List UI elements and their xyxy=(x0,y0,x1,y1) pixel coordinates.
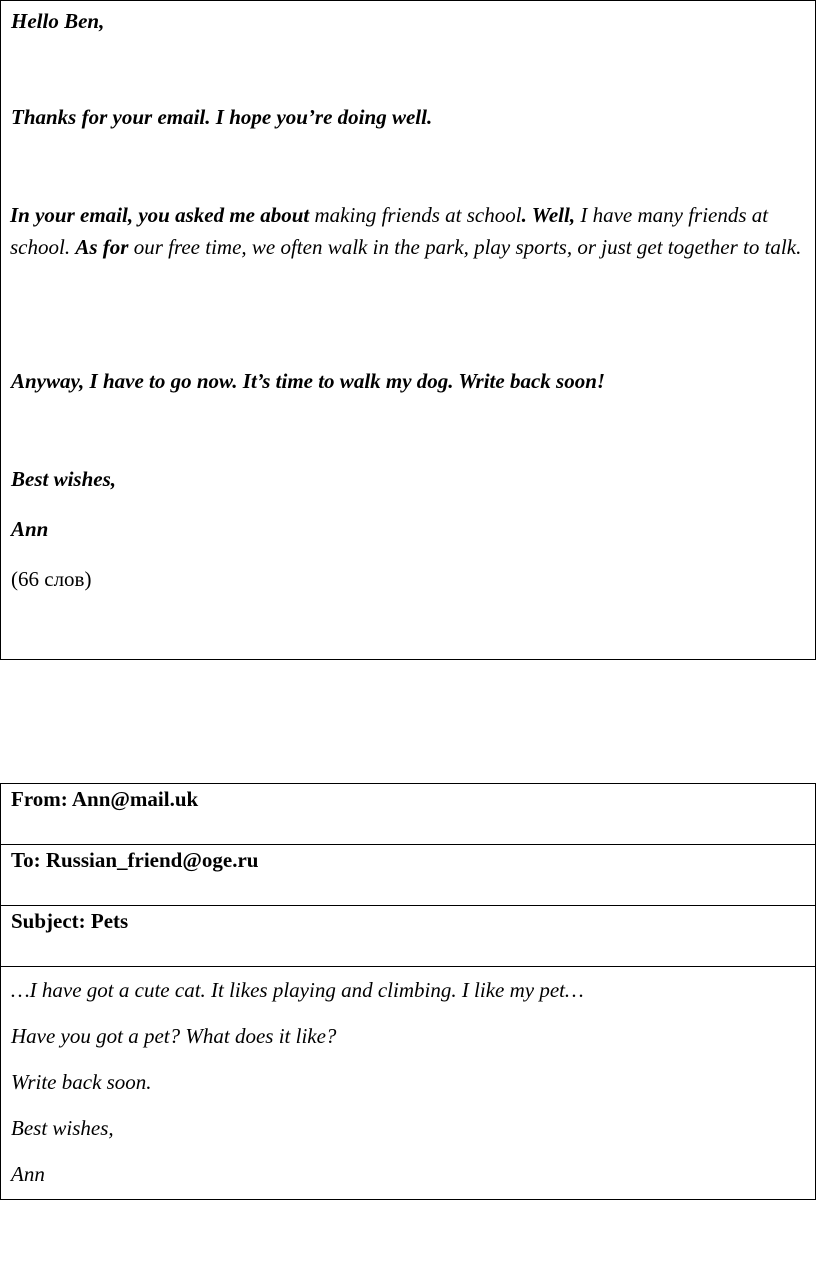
email-table xyxy=(0,783,816,1200)
email-body-cell xyxy=(1,967,816,1200)
letter-sign-off: Best wishes, xyxy=(11,467,117,491)
email-subject-cell xyxy=(1,906,816,967)
paragraph-period: . xyxy=(521,203,527,227)
email-from-cell xyxy=(1,784,816,845)
paragraph-as-for: As for xyxy=(75,235,129,259)
word-count: (66 слов) xyxy=(11,567,92,591)
letter-greeting: Hello Ben, xyxy=(11,9,105,33)
letter-thanks: Thanks for your email. I hope you’re doing well. xyxy=(11,105,433,129)
email-subject-row xyxy=(1,906,816,967)
letter-paragraph xyxy=(10,199,810,263)
email-from: From: Ann@mail.uk xyxy=(11,787,199,811)
email-body-line: Best wishes, xyxy=(11,1116,114,1140)
email-body-line: …I have got a cute cat. It likes playing and climbing. I like my pet… xyxy=(11,978,584,1002)
letter-closing-line: Anyway, I have to go now. It’s time to walk my dog. Write back soon! xyxy=(11,369,606,393)
email-subject: Subject: Pets xyxy=(11,909,129,933)
paragraph-topic: making friends at school xyxy=(309,203,522,227)
email-to: To: Russian_friend@oge.ru xyxy=(11,848,259,872)
email-body-row xyxy=(1,967,816,1200)
paragraph-rest: our free time, we often walk in the park, play sports, or just get together to talk. xyxy=(128,235,802,259)
letter-signature: Ann xyxy=(11,517,49,541)
email-body-line: Write back soon. xyxy=(11,1070,152,1094)
email-from-row xyxy=(1,784,816,845)
email-body-line: Ann xyxy=(11,1162,45,1186)
email-body-line: Have you got a pet? What does it like? xyxy=(11,1024,337,1048)
paragraph-lead: In your email, you asked me about xyxy=(10,203,310,227)
paragraph-friends: I have many friends at school. xyxy=(10,203,769,259)
email-to-row xyxy=(1,845,816,906)
email-to-cell xyxy=(1,845,816,906)
paragraph-well: Well, xyxy=(526,203,576,227)
